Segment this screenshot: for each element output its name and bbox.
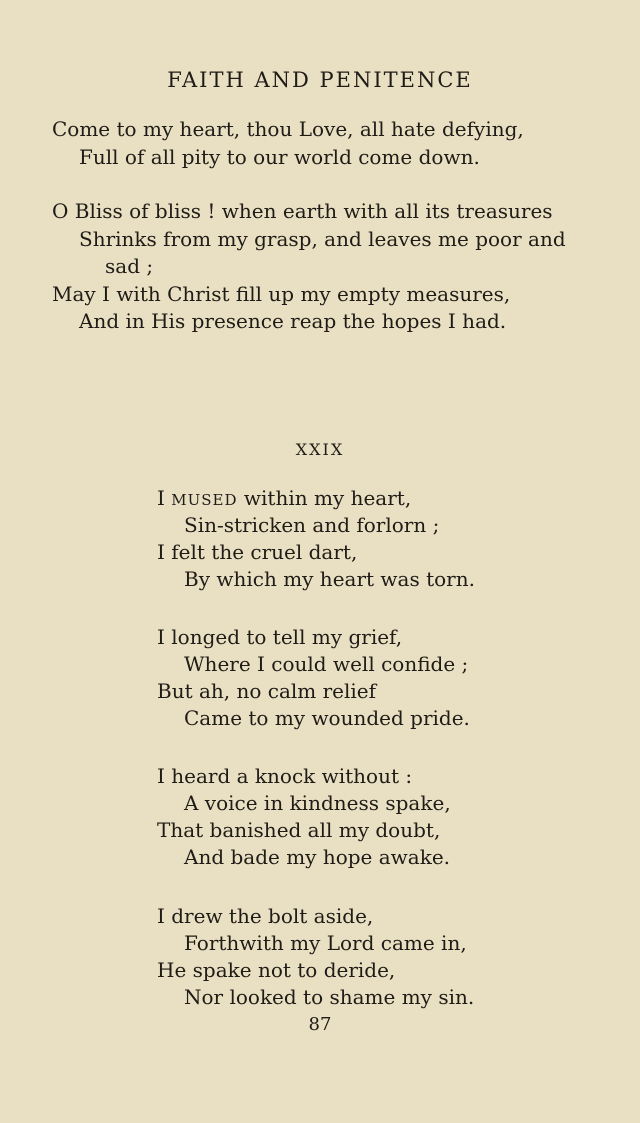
verse-line: Where I could well confide ; (184, 652, 469, 676)
first-word-small-caps: MUSED (171, 491, 238, 509)
first-word: I (157, 486, 165, 510)
verse-line: Come to my heart, thou Love, all hate defying, (52, 117, 524, 141)
verse-line: That banished all my doubt, (157, 818, 441, 842)
verse-line: I heard a knock without : (157, 764, 413, 788)
verse-line: But ah, no calm relief (157, 679, 377, 703)
verse-line: I drew the bolt aside, (157, 904, 374, 928)
verse-line: Full of all pity to our world come down. (79, 145, 480, 169)
page-number: 87 (308, 1014, 332, 1035)
verse-line: He spake not to deride, (157, 958, 396, 982)
verse-line: Sin-stricken and forlorn ; (184, 513, 440, 537)
verse-line: Shrinks from my grasp, and leaves me poor and (79, 227, 566, 251)
poem-numeral: XXIX (295, 440, 345, 459)
verse-line: Came to my wounded pride. (184, 706, 470, 730)
verse-line: May I with Christ fill up my empty measures, (52, 282, 511, 306)
verse-line: Nor looked to shame my sin. (184, 985, 475, 1009)
verse-line: By which my heart was torn. (184, 567, 475, 591)
verse-line: Forthwith my Lord came in, (184, 931, 467, 955)
verse-line: I longed to tell my grief, (157, 625, 403, 649)
verse-line: O Bliss of bliss ! when earth with all its treasures (52, 199, 553, 223)
verse-line: A voice in kindness spake, (184, 791, 451, 815)
first-line-rest: within my heart, (237, 486, 412, 510)
running-head: FAITH AND PENITENCE (167, 68, 473, 92)
verse-line: sad ; (105, 254, 154, 278)
verse-line: And bade my hope awake. (184, 845, 451, 869)
verse-line: I felt the cruel dart, (157, 540, 358, 564)
verse-line-first (157, 485, 411, 513)
verse-line: And in His presence reap the hopes I had. (79, 309, 507, 333)
